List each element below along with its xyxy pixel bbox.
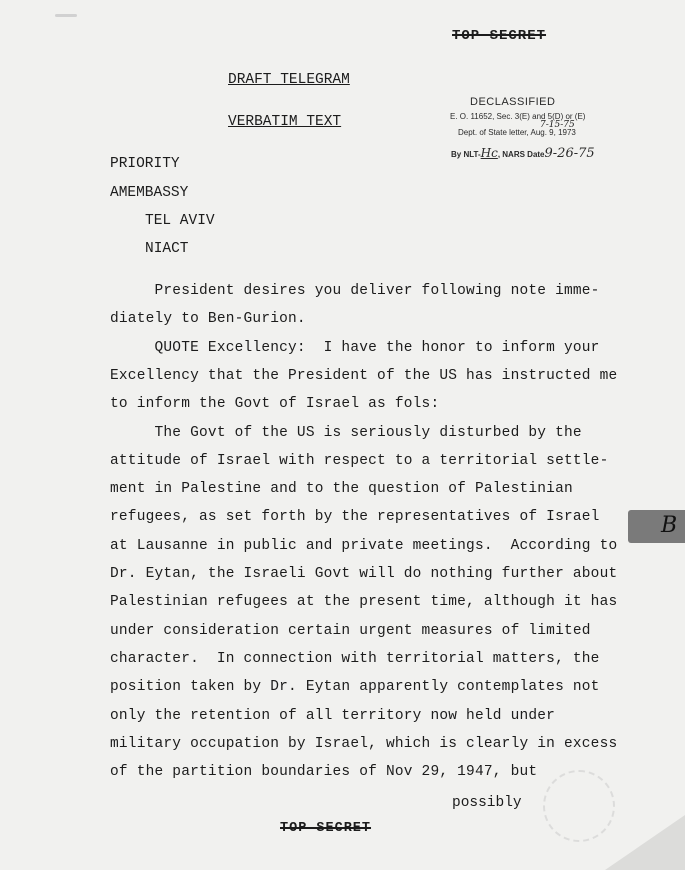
by-initials: Hc [480, 146, 498, 160]
routing-post: TEL AVIV [145, 213, 215, 229]
declassified-authority: E. O. 11652, Sec. 3(E) and 5(D) or (E) [450, 112, 586, 121]
routing-niact: NIACT [145, 241, 189, 257]
page-speck [55, 14, 77, 17]
body-line: attitude of Israel with respect to a territorial settle- [110, 452, 609, 469]
body-line: diately to Ben-Gurion. [110, 311, 306, 328]
body-line: Palestinian refugees at the present time, although it has [110, 594, 618, 611]
body-line: at Lausanne in public and private meetings. According to [110, 537, 618, 554]
body-line: Dr. Eytan, the Israeli Govt will do nothing further about [110, 566, 618, 582]
declassified-heading: DECLASSIFIED [470, 96, 556, 108]
body-line: The Govt of the US is seriously disturbed by the [110, 424, 582, 441]
body-line: only the retention of all territory now held under [110, 707, 556, 724]
body-line: position taken by Dr. Eytan apparently contemplates not [110, 679, 600, 696]
by-label: By NLT- [451, 150, 481, 159]
declassified-by-line [451, 146, 595, 161]
body-line: QUOTE Excellency: I have the honor to inform your [110, 339, 600, 356]
body-line: character. In connection with territorial matters, the [110, 650, 600, 667]
declassified-letter: Dept. of State letter, Aug. 9, 1973 [458, 128, 576, 137]
index-tab-letter: B [661, 513, 678, 538]
title-draft-telegram: DRAFT TELEGRAM [228, 72, 350, 88]
title-verbatim-text: VERBATIM TEXT [228, 114, 342, 130]
body-line: of the partition boundaries of Nov 29, 1947, but [110, 764, 538, 781]
body-line: to inform the Govt of Israel as fols: [110, 396, 440, 413]
page-corner-fold [605, 815, 685, 870]
body-line: military occupation by Israel, which is clearly in excess [110, 735, 618, 752]
routing-priority: PRIORITY [110, 156, 180, 172]
classification-top: TOP SECRET [452, 28, 547, 44]
body-line: under consideration certain urgent measures of limited [110, 622, 591, 639]
nars-label: , NARS Date [497, 150, 545, 159]
continuation-word: possibly [452, 795, 522, 811]
classification-bottom: TOP SECRET [280, 821, 372, 836]
body-line: refugees, as set forth by the representatives of Israel [110, 509, 600, 526]
handwritten-date-top: 7-15-75 [540, 120, 575, 130]
body-line: ment in Palestine and to the question of Palestinian [110, 481, 573, 498]
body-line: President desires you deliver following note imme- [110, 283, 600, 299]
body-line: Excellency that the President of the US has instructed me [110, 367, 618, 384]
routing-addressee: AMEMBASSY [110, 185, 189, 201]
nars-date: 9-26-75 [544, 146, 595, 161]
